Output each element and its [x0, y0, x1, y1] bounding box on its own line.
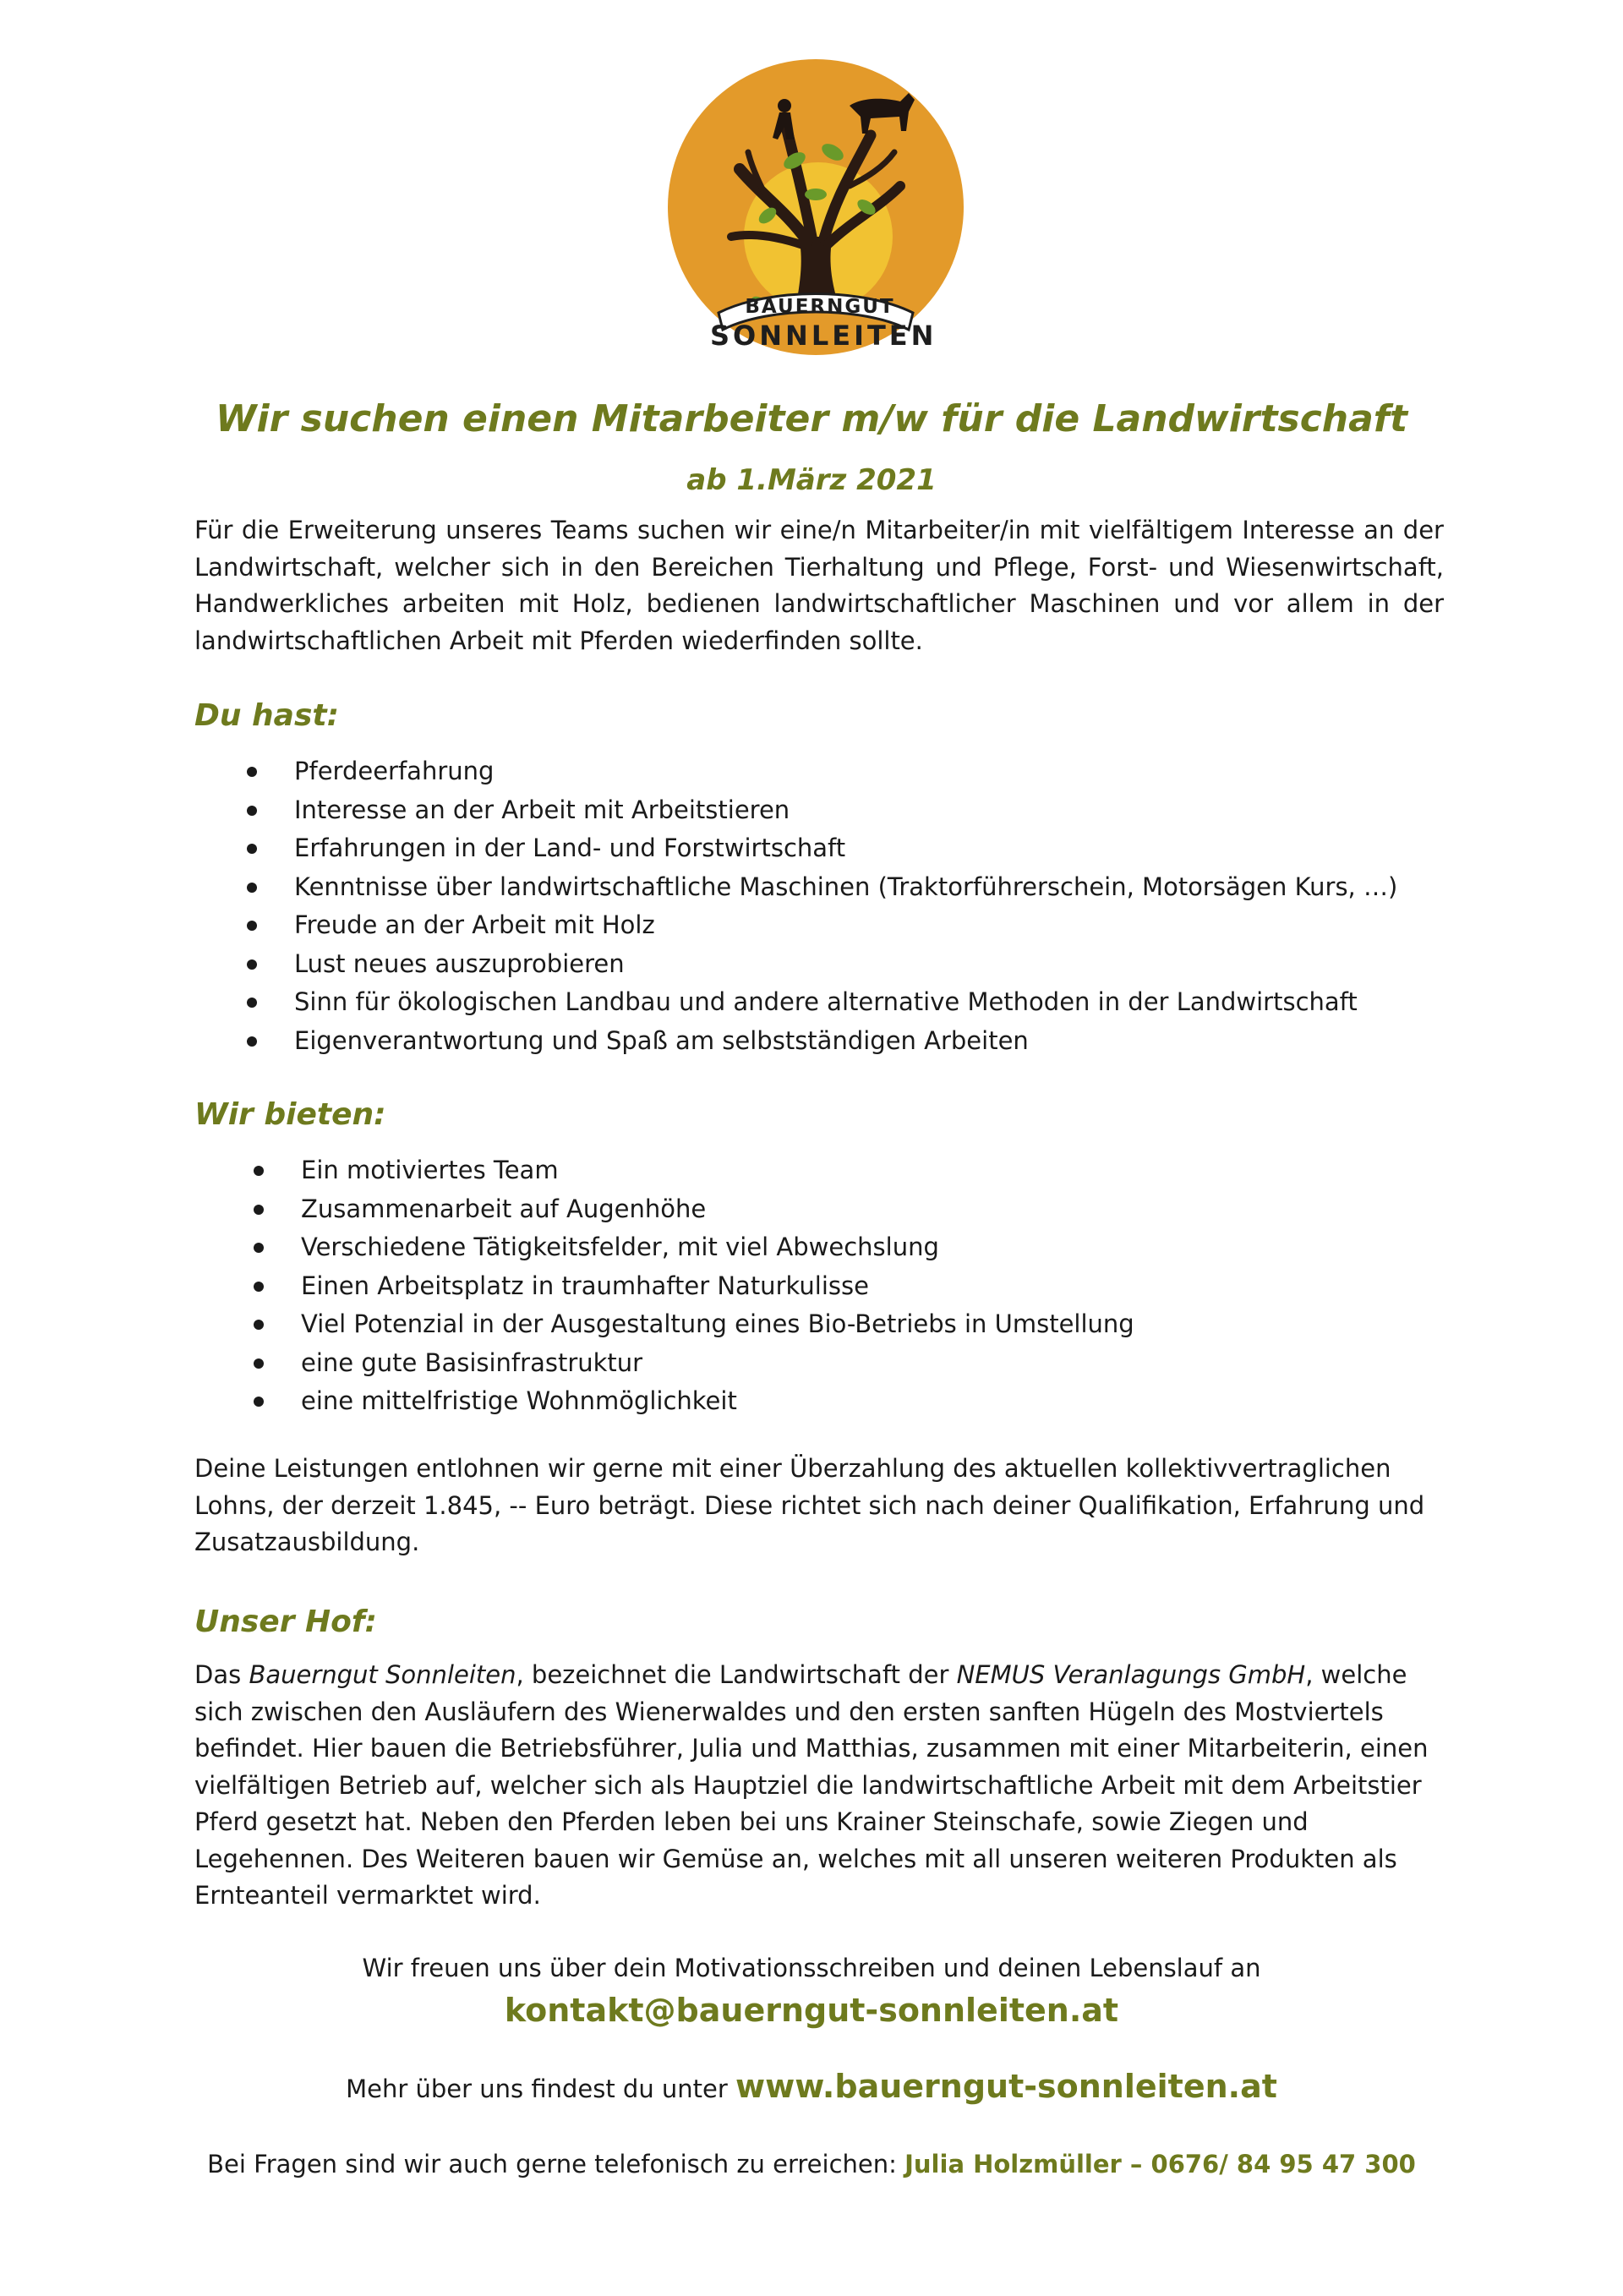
du-hast-heading: Du hast:: [194, 698, 339, 733]
bullet-icon: [247, 998, 257, 1008]
website-link[interactable]: www.bauerngut-sonnleiten.at: [735, 2068, 1277, 2105]
wir-bieten-heading: Wir bieten:: [194, 1097, 386, 1132]
bullet-icon: [247, 806, 257, 816]
bullet-icon: [247, 1036, 257, 1047]
logo-line-1: BAUERNGUT: [745, 296, 895, 318]
bullet-icon: [254, 1282, 264, 1292]
salary-paragraph: Deine Leistungen entlohnen wir gerne mit einer Überzahlung des aktuellen kollektivvertraglichen Lohns, der derzeit 1.845, -- Euro beträgt. Diese richtet sich nach deiner Qualifikation, Erfahrung und Zusatzausbildung.: [194, 1454, 1425, 1556]
bullet-icon: [247, 921, 257, 931]
logo-line-2: SONNLEITEN: [710, 320, 937, 352]
unser-hof-heading: Unser Hof:: [194, 1604, 377, 1639]
job-posting-page: BAUERNGUT SONNLEITEN Wir suchen einen Mitarbeiter m/w für die Landwirtschaft ab 1.März 2021 Für die Erweiterung unseres Teams suchen wir eine/n Mitarbeiter/in mit vielfältigem Interesse an der Landwirtschaft, welcher sich in den Bereichen Tierhaltung und Pflege, Forst- und Wiesenwirtschaft, Handwerkliches arbeiten mit Holz, bedienen landwirtschaftlicher Maschinen und vor allem in der landwirtschaftlichen Arbeit mit Pferden wiederfinden sollte. Du hast: Pferdeerfahrung Interesse an der Arbeit mit Arbeitstieren Erfahrungen in der Land- und Forstwirtschaft Kenntnisse über landwirtschaftliche Maschinen (Traktorführerschein, Motorsägen Kurs, …) Freude an der Arbeit mit Holz Lust neues auszuprobieren Sinn für ökologischen Landbau und andere alternative Methoden in der Landwirtschaft Eigenverantwortung und Spaß am selbstständigen Arbeiten Wir bieten: Ein motiviertes Team Zusammenarbeit auf Augenhöhe Verschiedene Tätigkeitsfelder, mit viel Abwechslung Einen Arbeitsplatz in traumhafter Naturkulisse Viel Potenzial in der Ausgestaltung eines Bio-Betriebs in Umstellung eine gute Basisinfrastruktur eine mittelfristige Wohnmöglichkeit Deine Leistungen entlohnen wir gerne mit einer Überzahlung des aktuellen kollektivvertraglichen Lohns, der derzeit 1.845, -- Euro beträgt. Diese richtet sich nach deiner Qualifikation, Erfahrung und Zusatzausbildung. Unser Hof: Das Bauerngut Sonnleiten, bezeichnet die Landwirtschaft der NEMUS Veranlagungs GmbH, welche sich zwischen den Ausläufern des Wienerwaldes und den ersten sanften Hügeln des Mostviertels befindet. Hier bauen die Betriebsführer, Julia und Matthias, zusammen mit einer Mitarbeiterin, einen vielfältigen Betrieb auf, welcher sich als Hauptziel die landwirtschaftliche Arbeit mit dem Arbeitstier Pferd gesetzt hat. Neben den Pferden leben bei uns Krainer Steinschafe, sowie Ziegen und Legehennen. Des Weiteren bauen wir Gemüse an, welches mit all unseren weiteren Produkten als Ernteanteil vermarktet wird. Wir freuen uns über dein Motivationsschreiben und deinen Lebenslauf an kontakt@bauerngut-sonnleiten.at Mehr über uns findest du unter www.bauerngut-sonnleiten.at Bei Fragen sind wir auch gerne telefonisch zu erreichen: Julia Holzmüller – 0676/ 84 95 47 300: [0, 0, 1623, 2296]
bullet-icon: [247, 883, 257, 893]
contact-email-link[interactable]: kontakt@bauerngut-sonnleiten.at: [504, 1992, 1119, 2029]
phone-line: Bei Fragen sind wir auch gerne telefonisch zu erreichen: Julia Holzmüller – 0676/ 84 95 47 300: [207, 2150, 1416, 2178]
company-name: NEMUS Veranlagungs GmbH: [956, 1660, 1306, 1689]
farm-name: Bauerngut Sonnleiten: [249, 1660, 516, 1689]
bullet-icon: [254, 1397, 264, 1407]
bullet-icon: [254, 1205, 264, 1215]
bullet-icon: [254, 1358, 264, 1369]
bullet-icon: [247, 959, 257, 970]
hof-paragraph: Das Bauerngut Sonnleiten, bezeichnet die Landwirtschaft der NEMUS Veranlagungs GmbH, welche sich zwischen den Ausläufern des Wienerwaldes und den ersten sanften Hügeln des Mostviertels befindet. Hier bauen die Betriebsführer, Julia und Matthias, zusammen mit einer Mitarbeiterin, einen vielfältigen Betrieb auf, welcher sich als Hauptziel die landwirtschaftliche Arbeit mit dem Arbeitstier Pferd gesetzt hat. Neben den Pferden leben bei uns Krainer Steinschafe, sowie Ziegen und Legehennen. Des Weiteren bauen wir Gemüse an, welches mit all unseren weiteren Produkten als Ernteanteil vermarktet wird.: [194, 1660, 1429, 1910]
intro-paragraph: Für die Erweiterung unseres Teams suchen wir eine/n Mitarbeiter/in mit vielfältigem Interesse an der Landwirtschaft, welcher sich in den Bereichen Tierhaltung und Pflege, Forst- und Wiesenwirtschaft, Handwerkliches arbeiten mit Holz, bedienen landwirtschaftlicher Maschinen und vor allem in der landwirtschaftlichen Arbeit mit Pferden wiederfinden sollte.: [194, 516, 1444, 655]
bullet-icon: [254, 1166, 264, 1176]
bullet-icon: [254, 1243, 264, 1253]
start-date: ab 1.März 2021: [686, 463, 937, 497]
phone-contact: Julia Holzmüller – 0676/ 84 95 47 300: [904, 2150, 1416, 2178]
website-line: Mehr über uns findest du unter www.bauerngut-sonnleiten.at: [346, 2068, 1277, 2105]
contact-intro: Wir freuen uns über dein Motivationsschreiben und deinen Lebenslauf an: [362, 1954, 1261, 1982]
page-title: Wir suchen einen Mitarbeiter m/w für die Landwirtschaft: [216, 397, 1407, 440]
bullet-icon: [254, 1320, 264, 1330]
bullet-icon: [247, 767, 257, 777]
bullet-icon: [247, 844, 257, 854]
